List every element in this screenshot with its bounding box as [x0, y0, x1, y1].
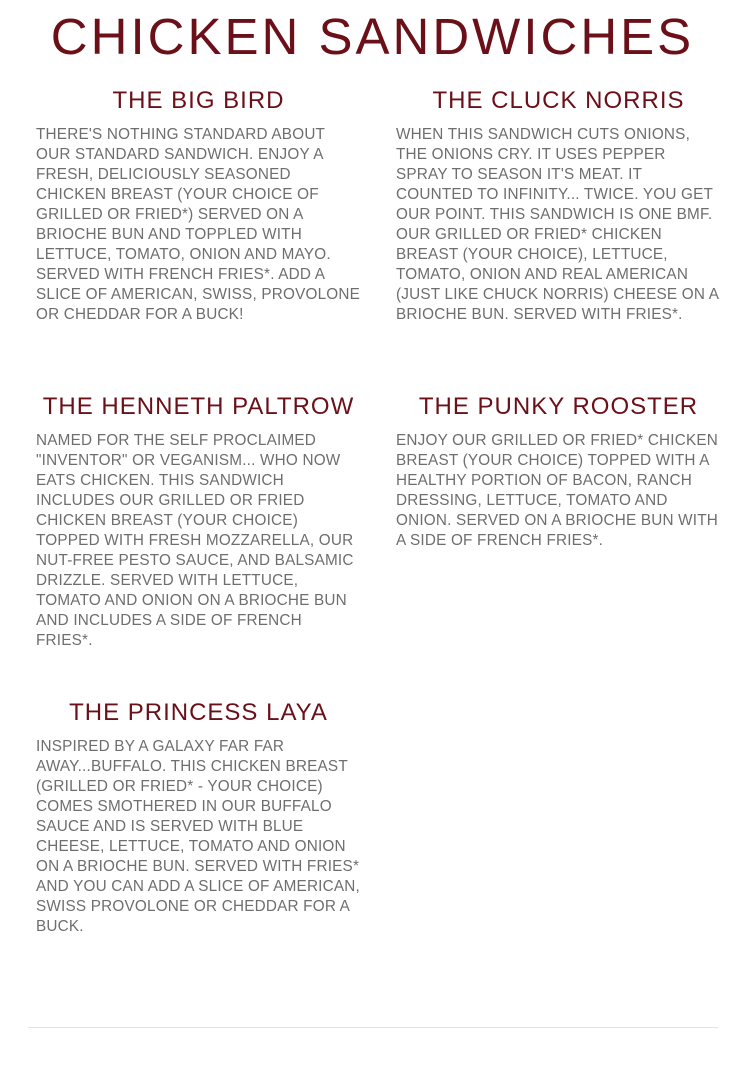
item-name: THE PUNKY ROOSTER: [418, 393, 699, 420]
item-name: THE BIG BIRD: [112, 87, 285, 114]
page-title: CHICKEN SANDWICHES: [50, 8, 695, 65]
menu-item-cluck-norris: [396, 86, 721, 325]
menu-item-big-bird: [36, 86, 361, 325]
menu-item-henneth-paltrow: [36, 392, 361, 651]
item-name: THE PRINCESS LAYA: [69, 699, 328, 726]
menu-item-punky-rooster: [396, 392, 721, 551]
menu-item-princess-laya: [36, 698, 361, 937]
item-description: INSPIRED BY A GALAXY FAR FAR AWAY...BUFFALO. THIS CHICKEN BREAST (GRILLED OR FRIED* - YOUR CHOICE) COMES SMOTHERED IN OUR BUFFALO SAUCE AND IS SERVED WITH BLUE CHEESE, LETTUCE, TOMATO AND ONION ON A BRIOCHE BUN. SERVED WITH FRIES* AND YOU CAN ADD A SLICE OF AMERICAN, SWISS PROVOLONE OR CHEDDAR FOR A BUCK.: [36, 738, 360, 935]
item-description: ENJOY OUR GRILLED OR FRIED* CHICKEN BREAST (YOUR CHOICE) TOPPED WITH A HEALTHY PORTION OF BACON, RANCH DRESSING, LETTUCE, TOMATO AND ONION. SERVED ON A BRIOCHE BUN WITH A SIDE OF FRENCH FRIES*.: [396, 432, 719, 549]
bottom-divider: [28, 1027, 718, 1028]
item-description: THERE'S NOTHING STANDARD ABOUT OUR STANDARD SANDWICH. ENJOY A FRESH, DELICIOUSLY SEASONED CHICKEN BREAST (YOUR CHOICE OF GRILLED OR FRIED*) SERVED ON A BRIOCHE BUN AND TOPPLED WITH LETTUCE, TOMATO, ONION AND MAYO. SERVED WITH FRENCH FRIES*. ADD A SLICE OF AMERICAN, SWISS, PROVOLONE OR CHEDDAR FOR A BUCK!: [36, 126, 361, 323]
item-name: THE CLUCK NORRIS: [432, 87, 685, 114]
item-name: THE HENNETH PALTROW: [42, 393, 355, 420]
item-description: NAMED FOR THE SELF PROCLAIMED "INVENTOR" OR VEGANISM... WHO NOW EATS CHICKEN. THIS SANDWICH INCLUDES OUR GRILLED OR FRIED CHICKEN BREAST (YOUR CHOICE) TOPPED WITH FRESH MOZZARELLA, OUR NUT-FREE PESTO SAUCE, AND BALSAMIC DRIZZLE. SERVED WITH LETTUCE, TOMATO AND ONION ON A BRIOCHE BUN AND INCLUDES A SIDE OF FRENCH FRIES*.: [36, 432, 354, 649]
item-description: WHEN THIS SANDWICH CUTS ONIONS, THE ONIONS CRY. IT USES PEPPER SPRAY TO SEASON IT'S MEAT. IT COUNTED TO INFINITY... TWICE. YOU GET OUR POINT. THIS SANDWICH IS ONE BMF. OUR GRILLED OR FRIED* CHICKEN BREAST (YOUR CHOICE), LETTUCE, TOMATO, ONION AND REAL AMERICAN (JUST LIKE CHUCK NORRIS) CHEESE ON A BRIOCHE BUN. SERVED WITH FRIES*.: [396, 126, 719, 323]
